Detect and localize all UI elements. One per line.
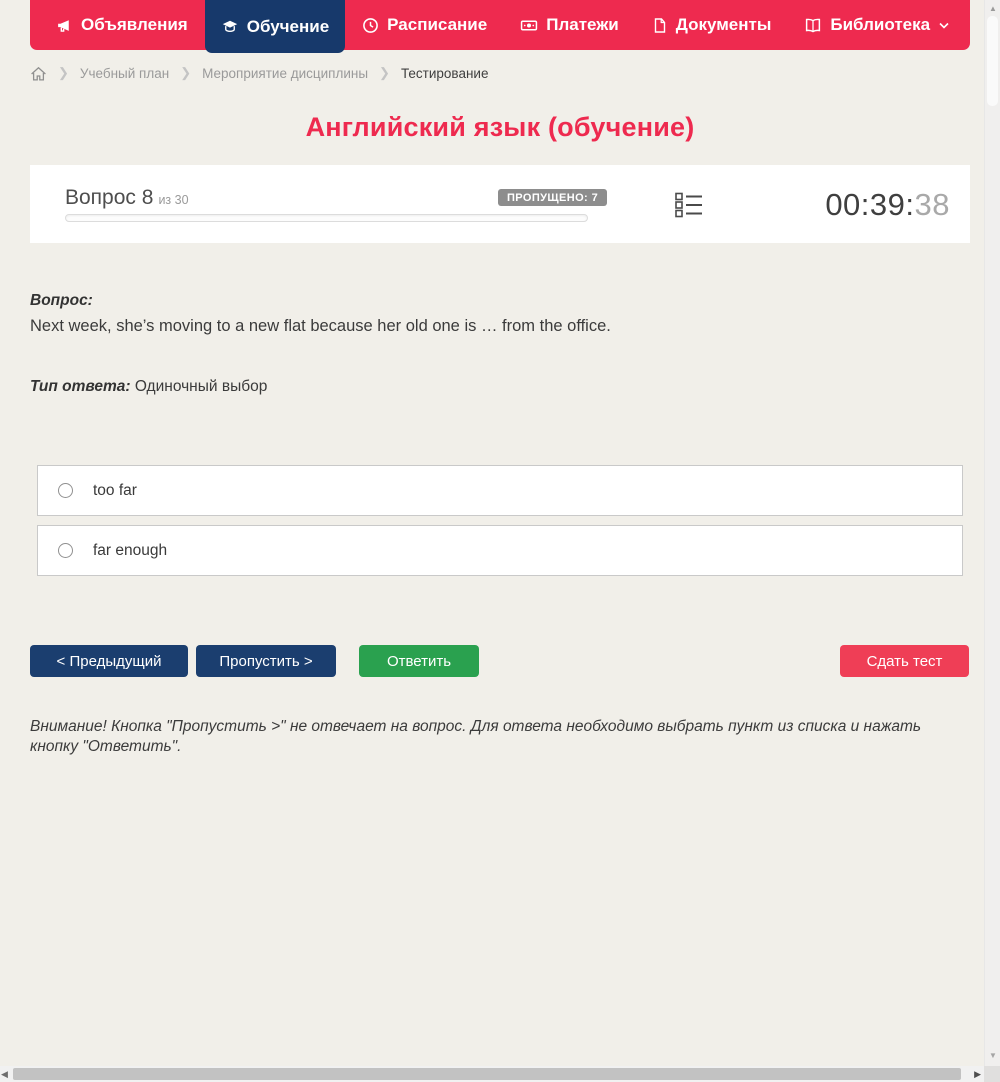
chevron-down-icon (938, 21, 950, 30)
previous-button[interactable]: < Предыдущий (30, 645, 188, 677)
answer-type-row (30, 378, 267, 396)
question-list-icon[interactable] (675, 191, 703, 219)
timer (825, 187, 950, 223)
answer-options (37, 465, 963, 585)
radio-button[interactable] (58, 483, 73, 498)
nav-item-label: Объявления (81, 15, 188, 34)
question-label: Вопрос: (30, 292, 93, 309)
nav-item-library[interactable] (788, 0, 966, 50)
page-title: Английский язык (обучение) (305, 112, 695, 142)
breadcrumb-separator: ❯ (379, 65, 390, 80)
option-label: too far (93, 481, 137, 499)
book-icon (804, 17, 822, 34)
answer-button[interactable]: Ответить (359, 645, 479, 677)
question-text: Next week, she’s moving to a new flat because her old one is … from the office. (30, 317, 611, 335)
breadcrumb-separator: ❯ (180, 65, 192, 80)
nav-item-schedule[interactable] (346, 0, 503, 50)
skipped-badge: ПРОПУЩЕНО: 7 (498, 189, 607, 206)
action-buttons (30, 645, 970, 678)
document-icon (652, 17, 668, 34)
question-status-card (30, 165, 970, 243)
scrollbar-corner (984, 1066, 1000, 1082)
timer-hh-mm: 00:39: (825, 187, 915, 222)
breadcrumb-item-discipline-event[interactable]: Мероприятие дисциплины (202, 65, 369, 81)
breadcrumb-separator: ❯ (58, 65, 69, 80)
submit-test-button[interactable]: Сдать тест (840, 645, 969, 677)
answer-option-too-far[interactable] (37, 465, 963, 516)
answer-option-far-enough[interactable] (37, 525, 963, 576)
horizontal-scrollbar-thumb[interactable] (13, 1068, 961, 1080)
nav-item-label: Платежи (546, 15, 619, 34)
nav-item-label: Документы (675, 15, 772, 34)
scroll-up-arrow-icon[interactable]: ▲ (989, 4, 997, 13)
scroll-right-arrow-icon[interactable]: ▶ (974, 1069, 981, 1079)
question-number (65, 186, 189, 210)
nav-item-label: Библиотека (830, 15, 931, 34)
nav-item-learning[interactable] (205, 0, 345, 53)
breadcrumb-item-testing: Тестирование (400, 65, 489, 81)
radio-button[interactable] (58, 543, 73, 558)
answer-type-value: Одиночный выбор (134, 378, 268, 395)
breadcrumb (30, 62, 488, 84)
nav-item-label: Обучение (246, 16, 330, 36)
vertical-scrollbar[interactable] (984, 0, 1000, 1066)
progress-bar (65, 214, 588, 222)
nav-item-documents[interactable] (636, 0, 788, 50)
banknote-icon (520, 17, 538, 34)
option-label: far enough (93, 541, 168, 559)
nav-item-label: Расписание (387, 15, 488, 34)
nav-item-payments[interactable] (504, 0, 635, 50)
timer-seconds: 38 (914, 187, 950, 222)
footer-note: Внимание! Кнопка "Пропустить >" не отвечает на вопрос. Для ответа необходимо выбрать пункт из списка и нажать кнопку "Ответить". (30, 718, 922, 756)
question-total: из 30 (158, 193, 189, 207)
graduation-cap-icon (221, 18, 239, 35)
horizontal-scrollbar[interactable] (0, 1066, 984, 1082)
skip-button[interactable]: Пропустить > (196, 645, 336, 677)
question-number-label: Вопрос 8 (65, 186, 154, 209)
megaphone-icon (56, 17, 73, 34)
home-icon[interactable] (30, 65, 47, 82)
scroll-left-arrow-icon[interactable]: ◀ (1, 1069, 8, 1079)
clock-icon (362, 17, 379, 34)
vertical-scrollbar-thumb[interactable] (987, 16, 998, 106)
scroll-down-arrow-icon[interactable]: ▼ (989, 1051, 997, 1060)
breadcrumb-item-study-plan[interactable]: Учебный план (79, 65, 170, 81)
main-navigation (30, 0, 970, 50)
answer-type-label: Тип ответа: (30, 378, 131, 395)
nav-item-announcements[interactable] (40, 0, 204, 50)
